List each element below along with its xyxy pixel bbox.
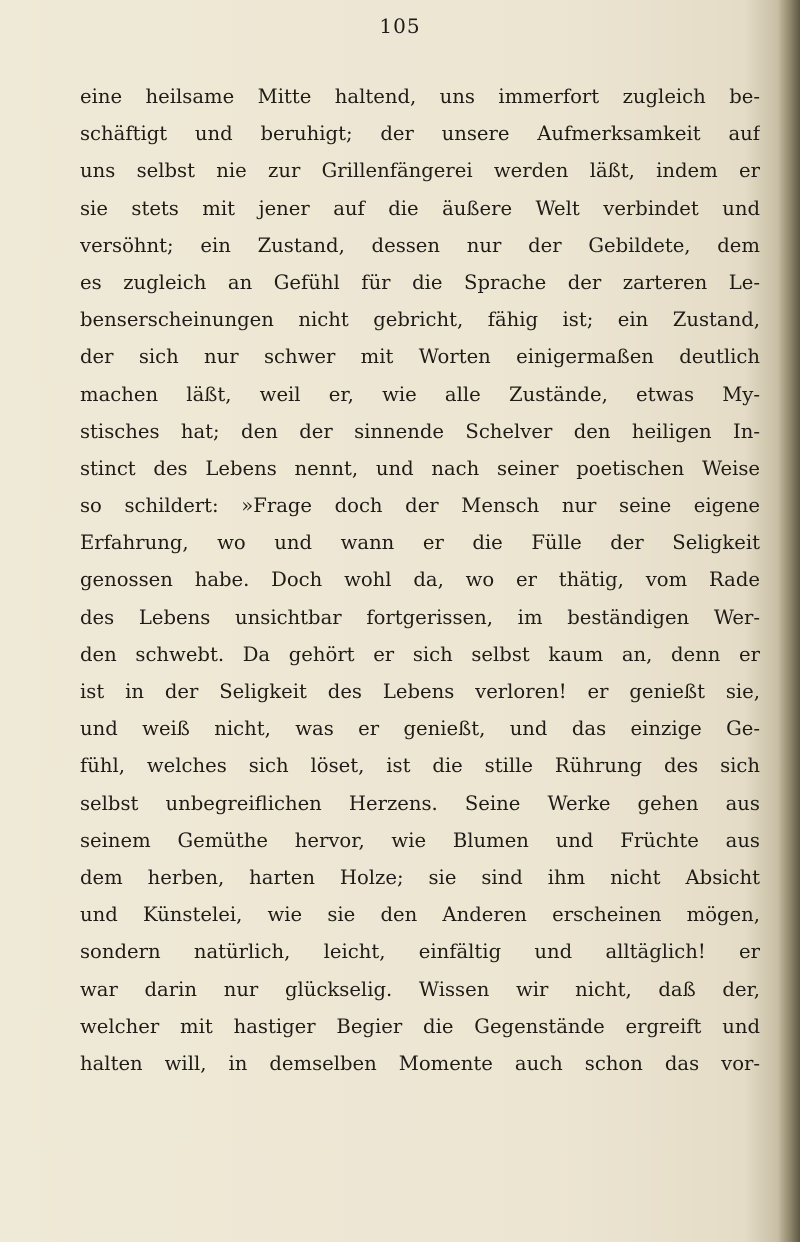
text-line: uns selbst nie zur Grillenfängerei werden läßt, indem er	[80, 159, 760, 183]
text-line: war darin nur glückselig. Wissen wir nicht, daß der,	[80, 977, 760, 1001]
text-line: stinct des Lebens nennt, und nach seiner poetischen Weise	[80, 456, 760, 480]
text-line: Erfahrung, wo und wann er die Fülle der Seligkeit	[80, 531, 760, 555]
text-line: dem herben, harten Holze; sie sind ihm nicht Absicht	[80, 865, 760, 889]
text-line: der sich nur schwer mit Worten einigermaßen deutlich	[80, 345, 760, 369]
text-line: schäftigt und beruhigt; der unsere Aufmerksamkeit auf	[80, 122, 760, 146]
text-line: welcher mit hastiger Begier die Gegenstände ergreift und	[80, 1014, 760, 1038]
page-number: 105	[379, 14, 421, 38]
page-edge-shadow	[778, 0, 800, 1242]
text-line: halten will, in demselben Momente auch schon das vor-	[80, 1051, 760, 1075]
text-line: sondern natürlich, leicht, einfältig und alltäglich! er	[80, 940, 760, 964]
text-line: es zugleich an Gefühl für die Sprache der zarteren Le-	[80, 270, 760, 294]
text-line: seinem Gemüthe hervor, wie Blumen und Früchte aus	[80, 828, 760, 852]
text-line: versöhnt; ein Zustand, dessen nur der Gebildete, dem	[80, 233, 760, 257]
text-line: den schwebt. Da gehört er sich selbst kaum an, denn er	[80, 642, 760, 666]
text-line: sie stets mit jener auf die äußere Welt verbindet und	[80, 196, 760, 220]
text-line: genossen habe. Doch wohl da, wo er thätig, vom Rade	[80, 568, 760, 592]
text-line: ist in der Seligkeit des Lebens verloren! er genießt sie,	[80, 680, 760, 703]
text-line: benserscheinungen nicht gebricht, fähig ist; ein Zustand,	[80, 308, 760, 332]
text-line: so schildert: »Frage doch der Mensch nur seine eigene	[80, 494, 760, 518]
text-line: und weiß nicht, was er genießt, und das einzige Ge-	[80, 717, 760, 741]
text-line: des Lebens unsichtbar fortgerissen, im beständigen Wer-	[80, 605, 760, 629]
text-line: fühl, welches sich löset, ist die stille Rührung des sich	[80, 754, 760, 778]
text-line: selbst unbegreiflichen Herzens. Seine Werke gehen aus	[80, 791, 760, 815]
body-text	[80, 78, 760, 1082]
text-line: stisches hat; den der sinnende Schelver den heiligen In-	[80, 419, 760, 443]
text-line: und Künstelei, wie sie den Anderen erscheinen mögen,	[80, 903, 760, 927]
text-line: eine heilsame Mitte haltend, uns immerfort zugleich be-	[80, 85, 760, 108]
text-line: machen läßt, weil er, wie alle Zustände, etwas My-	[80, 382, 760, 406]
